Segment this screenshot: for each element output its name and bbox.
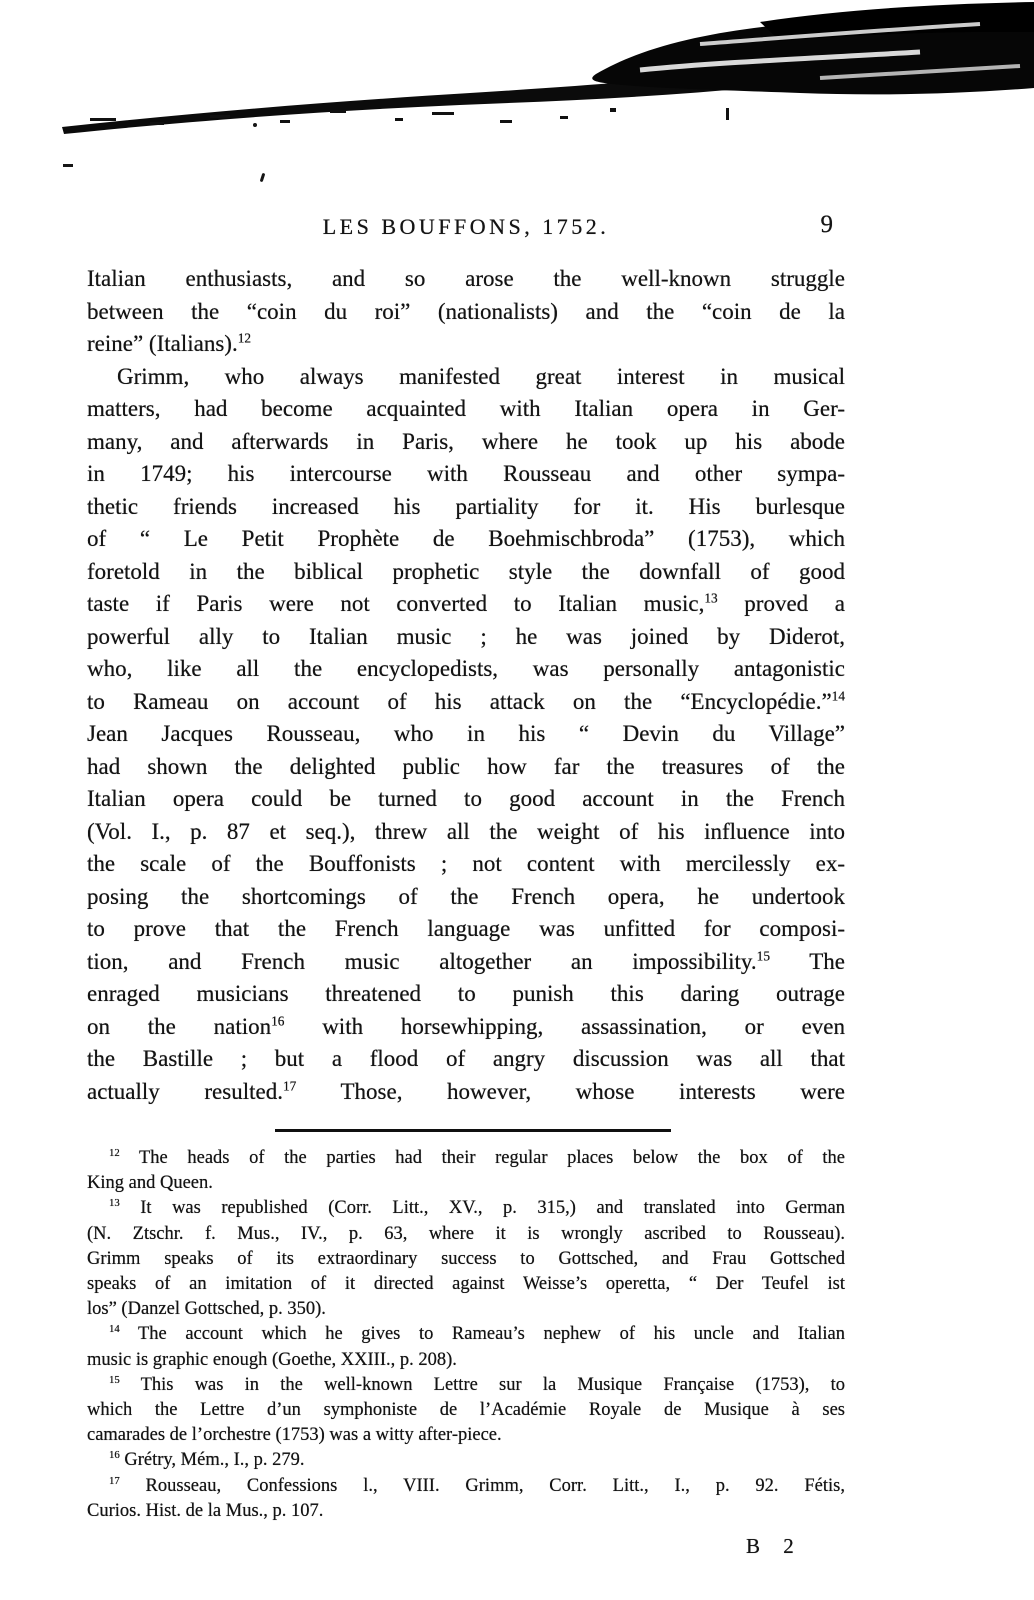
text-line: between the “coin du roi” (nationalists) and the “coin de la bbox=[87, 298, 845, 324]
footnote bbox=[87, 1322, 845, 1372]
text-line: $^{14}$ The account which he gives to Rameau’s nephew of his uncle and Italian bbox=[109, 1323, 845, 1345]
text-line: thetic friends increased his partiality for it. His burlesque bbox=[87, 493, 845, 519]
text-line: $^{13}$ It was republished (Corr. Litt., XV., p. 315,) and translated into German bbox=[109, 1197, 845, 1219]
text-line: on the nation$^{16}$ with horsewhipping, assassination, or even bbox=[87, 1012, 845, 1039]
text-line: music is graphic enough (Goethe, XXIII., p. 208). bbox=[87, 1349, 457, 1370]
text-line: of “ Le Petit Prophète de Boehmischbroda” (1753), which bbox=[87, 526, 845, 551]
text-line: which the Lettre d’un symphoniste de l’Académie Royale de Musique à ses bbox=[87, 1400, 845, 1421]
scan-speck bbox=[63, 164, 73, 167]
text-line: the scale of the Bouffonists ; not content with mercilessly ex- bbox=[87, 851, 845, 876]
text-line: matters, had become acquainted with Italian opera in Ger- bbox=[87, 396, 845, 421]
footnote bbox=[87, 1196, 845, 1322]
text-line: tion, and French music altogether an impossibility.$^{15}$ The bbox=[87, 947, 846, 974]
footnote-ref: 17 bbox=[282, 1077, 297, 1093]
text-line: to Rameau on account of his attack on the “Encyclopédie.”$^{14}$ bbox=[87, 687, 845, 714]
text-line: King and Queen. bbox=[87, 1173, 213, 1194]
running-header bbox=[87, 211, 845, 250]
footnote-ref: 12 bbox=[109, 1146, 120, 1159]
footnote-ref: 16 bbox=[109, 1449, 120, 1462]
footnote-ref: 13 bbox=[109, 1197, 120, 1210]
footnote-ref: 14 bbox=[109, 1323, 120, 1336]
text-line: (N. Ztschr. f. Mus., IV., p. 63, where it is wrongly ascribed to Rousseau). bbox=[87, 1223, 845, 1244]
text-line: actually resulted.$^{17}$ Those, however, whose interests were bbox=[87, 1077, 845, 1104]
text-line: the Bastille ; but a flood of angry discussion was all that bbox=[87, 1046, 845, 1071]
text-line: posing the shortcomings of the French opera, he undertook bbox=[87, 883, 845, 909]
signature-mark: B 2 bbox=[746, 1534, 803, 1558]
text-line: $^{17}$ Rousseau, Confessions l., VIII. Grimm, Corr. Litt., I., p. 92. Fétis, bbox=[109, 1474, 845, 1496]
footnote-separator-rule bbox=[275, 1129, 671, 1132]
text-line: Jean Jacques Rousseau, who in his “ Devin du Village” bbox=[87, 721, 845, 746]
text-line: $^{15}$ This was in the well-known Lettre sur la Musique Française (1753), to bbox=[109, 1373, 845, 1395]
footnote-ref: 14 bbox=[831, 687, 845, 703]
footnote-ref: 12 bbox=[237, 330, 252, 346]
text-line: los” (Danzel Gottsched, p. 350). bbox=[87, 1299, 326, 1320]
text-line: taste if Paris were not converted to Italian music,$^{13}$ proved a bbox=[87, 590, 845, 616]
text-line: had shown the delighted public how far the treasures of the bbox=[87, 753, 845, 779]
footnotes bbox=[87, 1146, 845, 1524]
body-text bbox=[87, 263, 845, 1108]
text-line: who, like all the encyclopedists, was personally antagonistic bbox=[87, 656, 845, 681]
footnote-ref: 16 bbox=[271, 1012, 285, 1028]
footnote bbox=[87, 1448, 845, 1473]
page-number: 9 bbox=[820, 211, 833, 238]
scan-speck bbox=[260, 173, 266, 182]
text-line: foretold in the biblical prophetic style the downfall of good bbox=[87, 558, 845, 584]
text-line: many, and afterwards in Paris, where he took up his abode bbox=[87, 428, 845, 454]
scan-artifact-smudge bbox=[0, 0, 1034, 150]
text-line: powerful ally to Italian music ; he was joined by Diderot, bbox=[87, 623, 845, 649]
text-line: Italian opera could be turned to good account in the French bbox=[87, 786, 845, 811]
page-title: LES BOUFFONS, 1752. bbox=[322, 214, 610, 239]
text-line: to prove that the French language was unfitted for composi- bbox=[87, 916, 845, 941]
text-line: reine” (Italians).$^{12}$ bbox=[87, 330, 252, 356]
text-line: Grimm, who always manifested great interest in musical bbox=[117, 363, 845, 389]
text-line: $^{12}$ The heads of the parties had their regular places below the box of the bbox=[109, 1146, 845, 1168]
footnote-ref: 15 bbox=[756, 947, 770, 963]
text-line: Italian enthusiasts, and so arose the well-known struggle bbox=[87, 266, 845, 291]
footnote bbox=[87, 1373, 845, 1449]
text-line: in 1749; his intercourse with Rousseau and other sympa- bbox=[87, 461, 845, 486]
text-line: enraged musicians threatened to punish this daring outrage bbox=[87, 981, 845, 1006]
text-line: $^{16}$ Grétry, Mém., I., p. 279. bbox=[109, 1449, 305, 1471]
text-line: Grimm speaks of its extraordinary success to Gottsched, and Frau Gottsched bbox=[87, 1248, 845, 1269]
scan-speck bbox=[253, 123, 257, 127]
footnote bbox=[87, 1146, 845, 1196]
footnote-ref: 17 bbox=[109, 1474, 120, 1487]
text-line: Curios. Hist. de la Mus., p. 107. bbox=[87, 1500, 324, 1521]
footnote-ref: 15 bbox=[109, 1373, 120, 1386]
footnote-ref: 13 bbox=[704, 590, 718, 606]
text-line: camarades de l’orchestre (1753) was a witty after-piece. bbox=[87, 1425, 502, 1446]
text-line: (Vol. I., p. 87 et seq.), threw all the weight of his influence into bbox=[87, 818, 845, 844]
footnote bbox=[87, 1474, 845, 1524]
text-line: speaks of an imitation of it directed against Weisse’s operetta, “ Der Teufel ist bbox=[87, 1274, 845, 1295]
